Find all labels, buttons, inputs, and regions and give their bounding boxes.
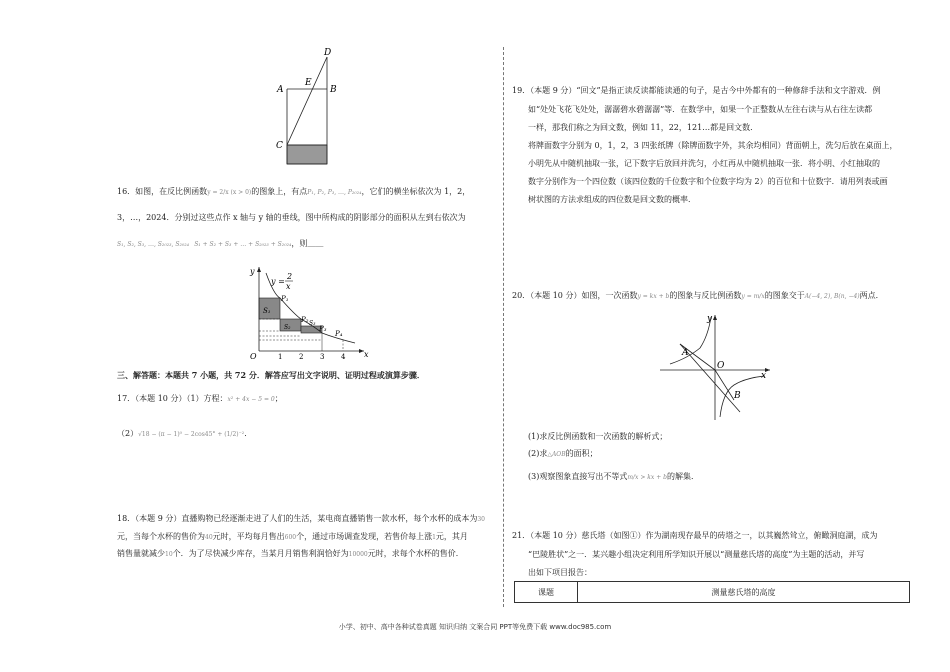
fig16-axis-x: x	[364, 350, 369, 359]
q19-line2: 如“处处飞花飞处处，潺潺碧水碧潺潺”等．在数学中，如果一个正整数从左往右读与从右往左读都	[528, 105, 873, 114]
figure-20-graph	[660, 312, 775, 422]
q21-line2: “巴陵胜状”之一．某兴趣小组决定利用所学知识开展以“测量慈氏塔的高度”为主题的活动，并写	[528, 550, 865, 559]
fig16-S2: S₂	[284, 324, 291, 331]
q19-line3: 一样，那我们称之为回文数，例如 11，22，121…都是回文数．	[528, 123, 759, 132]
q17-line2: （2）√18 − (π − 1)⁰ − 2cos45° + (1/2)⁻²．	[117, 429, 253, 438]
q21-line3: 出如下项目报告：	[528, 568, 592, 577]
shaded-rect	[287, 145, 327, 164]
fig20-B: B	[734, 391, 741, 401]
q20-part3: (3)观察图象直接写出不等式m/x > kx + b的解集．	[528, 472, 699, 481]
table-cell-topic-value: 测量慈氏塔的高度	[578, 582, 910, 603]
label-D: D	[324, 48, 332, 58]
q18-line1: 18．（本题 9 分）直播购物已经逐渐走进了人们的生活，某电商直播销售一款水杯，每个水杯的成本为30	[117, 514, 485, 523]
q16-line3: S₁, S₂, S₃, …, S₂₀₂₃, S₂₀₂₄ S₁ + S₂ + S₃ + … + S₂₀₂₃ + S₂₀₂₄，则＿＿	[117, 239, 324, 248]
q19-line5: 小明先从中随机抽取一张，记下数字后放回并洗匀，小红再从中随机抽取一张．将小明、小红抽取的	[528, 159, 880, 168]
project-report-table	[514, 581, 910, 603]
fig16-tick-2: 2	[299, 353, 304, 360]
q16-line1: 16．如图，在反比例函数y = 2/x (x > 0)的图象上，有点P₁, P₂, P₃, …, P₂₀₂₄，它们的横坐标依次为 1，2，	[117, 187, 471, 196]
column-divider	[503, 47, 504, 607]
fig16-tick-1: 1	[278, 353, 283, 360]
section3-heading: 三、解答题：本题共 7 小题，共 72 分．解答应写出文字说明、证明过程或演算步骤．	[117, 370, 425, 380]
fig16-S3: S₃	[309, 320, 316, 327]
fig16-func-y: y =	[271, 277, 285, 286]
geometry-figure-top	[270, 45, 350, 170]
fig16-P1: P₁	[281, 295, 289, 303]
q16-line2: 3，…，2024．分别过这些点作 x 轴与 y 轴的垂线，图中所构成的阴影部分的面积从左到右依次为	[117, 213, 466, 222]
fig20-axis-y: y	[707, 314, 713, 324]
fig16-S1: S₁	[263, 307, 271, 315]
fig16-P3: P₃	[319, 325, 327, 333]
label-E: E	[305, 78, 312, 88]
fig16-origin: O	[250, 352, 257, 360]
q20-part1: (1)求反比例函数和一次函数的解析式；	[528, 432, 668, 441]
fig20-axis-x: x	[761, 371, 767, 381]
q19-line7: 树状图的方法求组成的四位数是回文数的概率．	[528, 195, 696, 204]
fig20-A: A	[682, 348, 689, 358]
q20-part2: (2)求△AOB的面积；	[528, 449, 598, 458]
label-C: C	[276, 141, 283, 151]
page-footer: 小学、初中、高中各种试卷真题 知识归纳 文案合同 PPT等免费下载 www.doc985.com	[338, 623, 612, 631]
q19-line4: 将牌面数字分别为 0，1，2，3 四张纸牌（除牌面数字外，其余均相同）背面朝上，洗匀后放在桌面上，	[528, 141, 898, 150]
q19-line1: 19．（本题 9 分）“回文”是指正读反读都能读通的句子，是古今中外都有的一种修辞手法和文字游戏．例	[512, 86, 881, 95]
fig16-func-den: x	[286, 282, 291, 291]
q17-line1: 17．（本题 10 分）（1）方程：x² + 4x − 5 = 0；	[117, 394, 283, 403]
fig16-tick-3: 3	[320, 353, 325, 360]
figure-16-graph	[240, 265, 370, 360]
fig20-origin: O	[717, 361, 725, 371]
q20-line1: 20．（本题 10 分）如图，一次函数y = kx + b的图象与反比例函数y = m/x的图象交于A(−4, 2), B(n, −4)两点．	[512, 291, 884, 300]
q18-line2: 元，当每个水杯的售价为40元时，平均每月售出600个，通过市场调查发现，若售价每上涨1元，其月	[117, 532, 468, 541]
fig16-tick-4: 4	[341, 353, 346, 360]
fig16-axis-y: y	[250, 267, 255, 276]
q19-line6: 数字分别作为一个四位数（该四位数的千位数字和个位数字均为 2）的百位和十位数字．请用列表或画	[528, 177, 888, 186]
q18-line3: 销售量就减少10个．为了尽快减少库存，当某月月销售利润恰好为10000元时，求每个水杯的售价．	[117, 549, 464, 558]
table-cell-topic-label: 课题	[515, 582, 578, 603]
fig16-P2: P₂	[301, 316, 309, 324]
q21-line1: 21．（本题 10 分）慈氏塔（如图①）作为湖南现存最早的砖塔之一，以其巍然耸立，俯瞰洞庭湖，成为	[512, 531, 878, 540]
label-B: B	[330, 85, 337, 95]
fig16-func-num: 2	[287, 272, 293, 281]
label-A: A	[277, 85, 284, 95]
fig16-P4: P₄	[335, 330, 343, 338]
